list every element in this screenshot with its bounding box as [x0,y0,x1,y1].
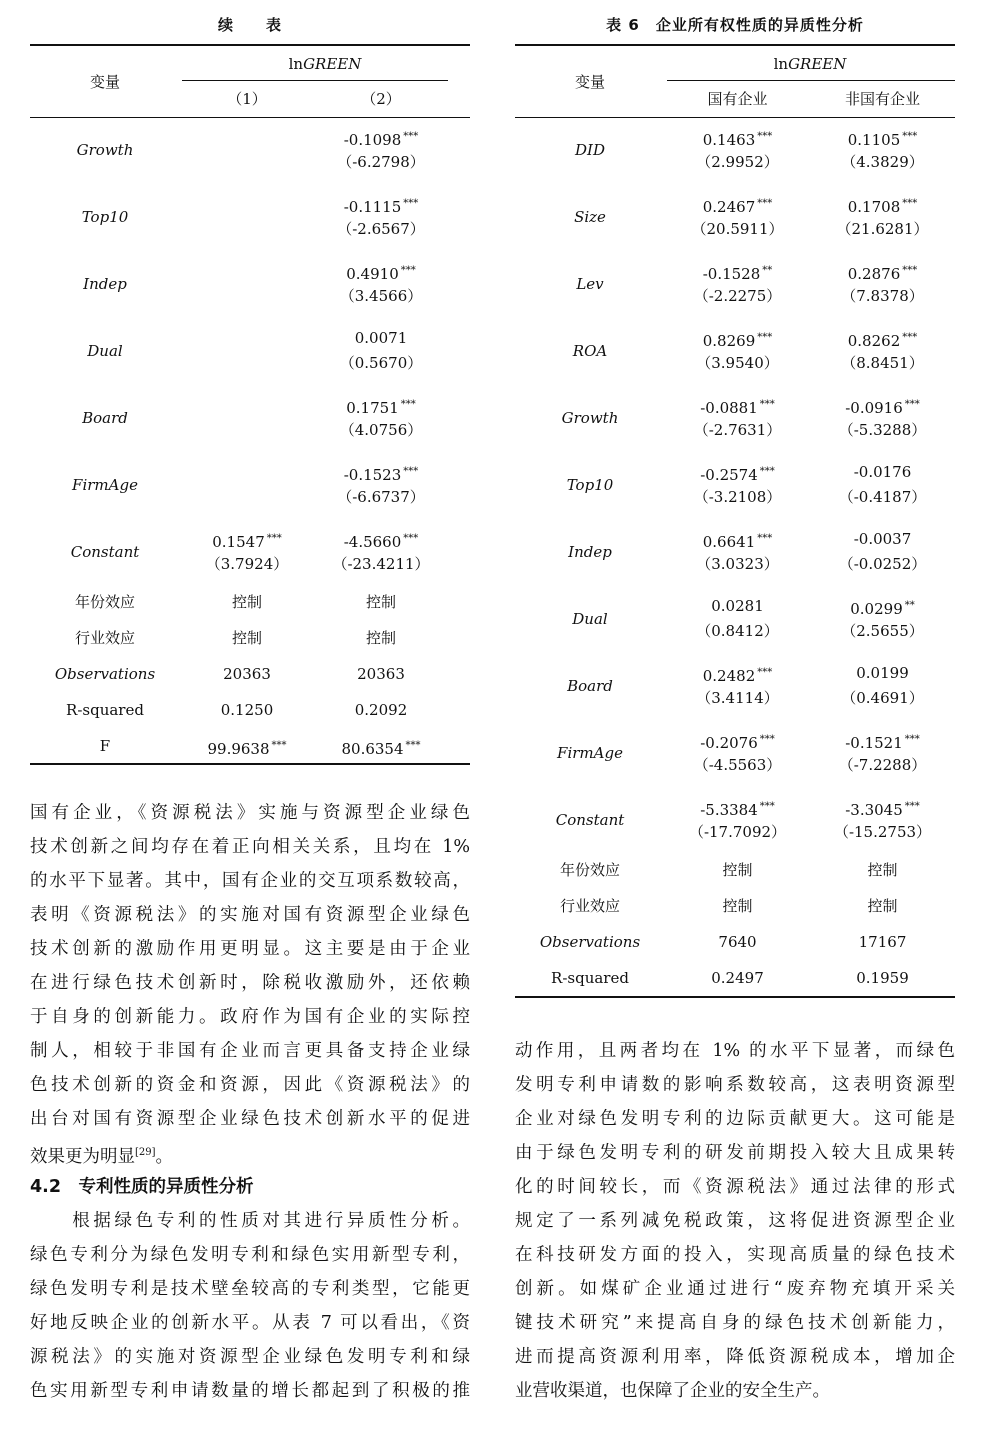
cell-value: 17167 [858,933,907,951]
cell-value: 0.2092 [354,701,408,719]
cell-t-stat: （-2.2275） [693,287,782,305]
cell-t-stat: （-6.2798） [337,153,425,171]
cell-t-stat: （-0.0252） [838,555,927,573]
row-variable-name: FirmAge [557,744,623,762]
cell-value: 20363 [357,665,405,683]
cell-t-stat: （-3.2108） [693,488,782,506]
cell-t-stat: （-2.7631） [693,421,782,439]
row-variable-name: Size [574,208,606,226]
cell-coefficient: 0.1708 *** [847,198,918,216]
cell-t-stat: （3.4114） [696,689,779,707]
header-col1: 国有企业 [707,90,768,108]
cell-value: 20363 [223,665,271,683]
left-table-title: 续 表 [217,16,282,34]
row-variable-name: Growth [76,141,134,159]
cell-t-stat: （2.5655） [841,622,924,640]
cell-value: 控制 [867,861,898,879]
cell-coefficient: -0.0176 [853,463,912,481]
cell-coefficient: 0.0199 [856,664,909,682]
table-top-rule [30,44,470,46]
cell-t-stat: （-15.2753） [833,823,932,841]
cell-t-stat: （-2.6567） [337,220,425,238]
cell-value: 控制 [722,897,753,915]
cell-t-stat: （3.4566） [339,287,423,305]
cell-coefficient: -0.1521 *** [845,734,920,752]
table-bottom-rule [30,763,470,765]
row-variable-name: Observations [54,665,156,683]
row-variable-name: Observations [539,933,641,951]
cell-coefficient: -0.1523 *** [343,466,419,484]
cell-value: 控制 [231,629,262,647]
cell-coefficient: -3.3045 *** [845,801,920,819]
cell-coefficient: -0.0881 *** [700,399,775,417]
cell-value: 控制 [365,629,396,647]
row-variable-name: Constant [70,543,140,561]
cell-coefficient: -0.2574 *** [700,466,775,484]
cell-value: 0.1959 [856,969,909,987]
cell-value: 控制 [231,593,262,611]
cell-t-stat: （21.6281） [836,220,929,238]
cell-value: 控制 [365,593,396,611]
header-sub-rule [667,80,955,81]
cell-t-stat: （2.9952） [696,153,779,171]
cell-t-stat: （-4.5563） [693,756,782,774]
header-sub-rule [182,80,448,81]
row-variable-name: 行业效应 [74,629,135,647]
cell-coefficient: -0.1098 *** [343,131,419,149]
cell-t-stat: （0.5670） [339,354,423,372]
header-var-label: 变量 [89,73,120,91]
cell-coefficient: -5.3384 *** [700,801,775,819]
row-variable-name: 年份效应 [559,861,620,879]
cell-coefficient: -0.0037 [853,530,912,548]
cell-coefficient: 0.6641 *** [702,533,773,551]
cell-coefficient: 0.0281 [711,597,764,615]
row-variable-name: 年份效应 [74,593,135,611]
cell-value: 0.1250 [220,701,274,719]
cell-coefficient: 0.2876 *** [847,265,918,283]
cell-coefficient: 0.2482 *** [702,667,773,685]
cell-t-stat: （3.9540） [696,354,779,372]
section-heading: 4.2 专利性质的异质性分析 [30,1177,254,1197]
row-variable-name: Dual [87,342,123,360]
table-bottom-rule [515,996,955,998]
cell-coefficient: -0.2076 *** [700,734,775,752]
row-variable-name: Indep [568,543,612,561]
header-col2: 非国有企业 [844,90,920,108]
header-var-label: 变量 [574,73,605,91]
cell-value: 控制 [722,861,753,879]
row-variable-name: R-squared [66,701,144,719]
cell-t-stat: （4.3829） [841,153,924,171]
row-variable-name: Indep [83,275,127,293]
cell-t-stat: （-5.3288） [838,421,927,439]
cell-coefficient: -0.0916 *** [845,399,920,417]
cell-t-stat: （3.7924） [205,555,289,573]
row-variable-name: 行业效应 [559,897,620,915]
header-dep-var: lnGREEN [288,55,362,73]
row-variable-name: DID [575,141,605,159]
table-top-rule [515,44,955,46]
cell-value: 99.9638 *** [207,740,287,758]
cell-coefficient: 0.0299 ** [850,600,915,618]
cell-coefficient: 0.0071 [354,329,408,347]
cell-coefficient: 0.8269 *** [702,332,773,350]
row-variable-name: Board [567,677,613,695]
cell-coefficient: 0.1547 *** [212,533,282,551]
row-variable-name: Dual [572,610,608,628]
row-variable-name: Growth [561,409,619,427]
header-col1: （1） [227,90,267,108]
citation-29[interactable]: [29] [135,1147,156,1158]
cell-coefficient: 0.8262 *** [847,332,918,350]
row-variable-name: Lev [576,275,604,293]
cell-t-stat: （-0.4187） [838,488,927,506]
header-bottom-rule [30,117,470,118]
cell-t-stat: （20.5911） [691,220,784,238]
right-table-title: 表 6 企业所有权性质的异质性分析 [606,16,864,34]
cell-coefficient: -0.1528 ** [702,265,773,283]
header-bottom-rule [515,117,955,118]
cell-value: 80.6354 *** [341,740,421,758]
left-paragraph-1: 国有企业，《资源税法》实施与资源型企业绿色 技术创新之间均存在着正向相关关系，且均在 1% 的水平下显著。其中，国有企业的交互项系数较高， 表明《资源税法》的实施对国有资源型企业绿色 技术创新的激励作用更明显。这主要是由于企业 在进行绿色技术创新时，除税收激励外，还依赖 于自身的创新能力。政府作为国有企业的实际控 制人，相较于非国有企业而言更具备支持企业绿 色技术创新的资金和资源，因此《资源税法》的 出台对国有资源型企业绿色技术创新水平的促进 效果更为明显[29]。 [30,803,470,1167]
cell-t-stat: （7.8378） [841,287,924,305]
cell-value: 控制 [867,897,898,915]
header-col2: （2） [361,90,401,108]
cell-t-stat: （-23.4211） [332,555,430,573]
left-paragraph-2: 根据绿色专利的性质对其进行异质性分析。 绿色专利分为绿色发明专利和绿色实用新型专利， 绿色发明专利是技术壁垒较高的专利类型，它能更 好地反映企业的创新水平。从表 7 可以看出，《资 源税法》的实施对资源型企业绿色发明专利和绿 色实用新型专利申请数量的增长都起到了积极的推 [30,1211,470,1401]
row-variable-name: Top10 [81,208,129,226]
row-variable-name: R-squared [551,969,629,987]
row-variable-name: ROA [572,342,608,360]
cell-t-stat: （-17.7092） [688,823,787,841]
cell-coefficient: 0.1751 *** [346,399,416,417]
row-variable-name: Top10 [566,476,614,494]
cell-t-stat: （0.4691） [841,689,924,707]
cell-t-stat: （8.8451） [841,354,924,372]
row-variable-name: Board [82,409,128,427]
cell-coefficient: 0.1463 *** [702,131,773,149]
cell-coefficient: -0.1115 *** [343,198,419,216]
row-variable-name: FirmAge [72,476,138,494]
right-paragraph: 动作用，且两者均在 1% 的水平下显著，而绿色 发明专利申请数的影响系数较高，这表明资源型 企业对绿色发明专利的边际贡献更大。这可能是 由于绿色发明专利的研发前期投入较大且成果转 化的时间较长，而《资源税法》通过法律的形式 规定了一系列减免税政策，这将促进资源型企业 在科技研发方面的投入，实现高质量的绿色技术 创新。如煤矿企业通过进行“废弃物充填开采关 键技术研究”来提高自身的绿色技术创新能力， 进而提高资源利用率，降低资源税成本，增加企 业营收渠道，也保障了企业的安全生产。 [515,1041,955,1401]
cell-coefficient: -4.5660 *** [343,533,419,551]
cell-value: 7640 [718,933,757,951]
cell-t-stat: （4.0756） [339,421,423,439]
row-variable-name: Constant [555,811,625,829]
cell-t-stat: （-7.2288） [838,756,927,774]
cell-t-stat: （3.0323） [696,555,779,573]
cell-t-stat: （0.8412） [696,622,779,640]
cell-t-stat: （-6.6737） [337,488,425,506]
cell-coefficient: 0.4910 *** [346,265,416,283]
cell-value: 0.2497 [711,969,764,987]
cell-coefficient: 0.1105 *** [847,131,918,149]
row-variable-name: F [99,737,111,755]
cell-coefficient: 0.2467 *** [702,198,773,216]
header-dep-var: lnGREEN [773,55,847,73]
